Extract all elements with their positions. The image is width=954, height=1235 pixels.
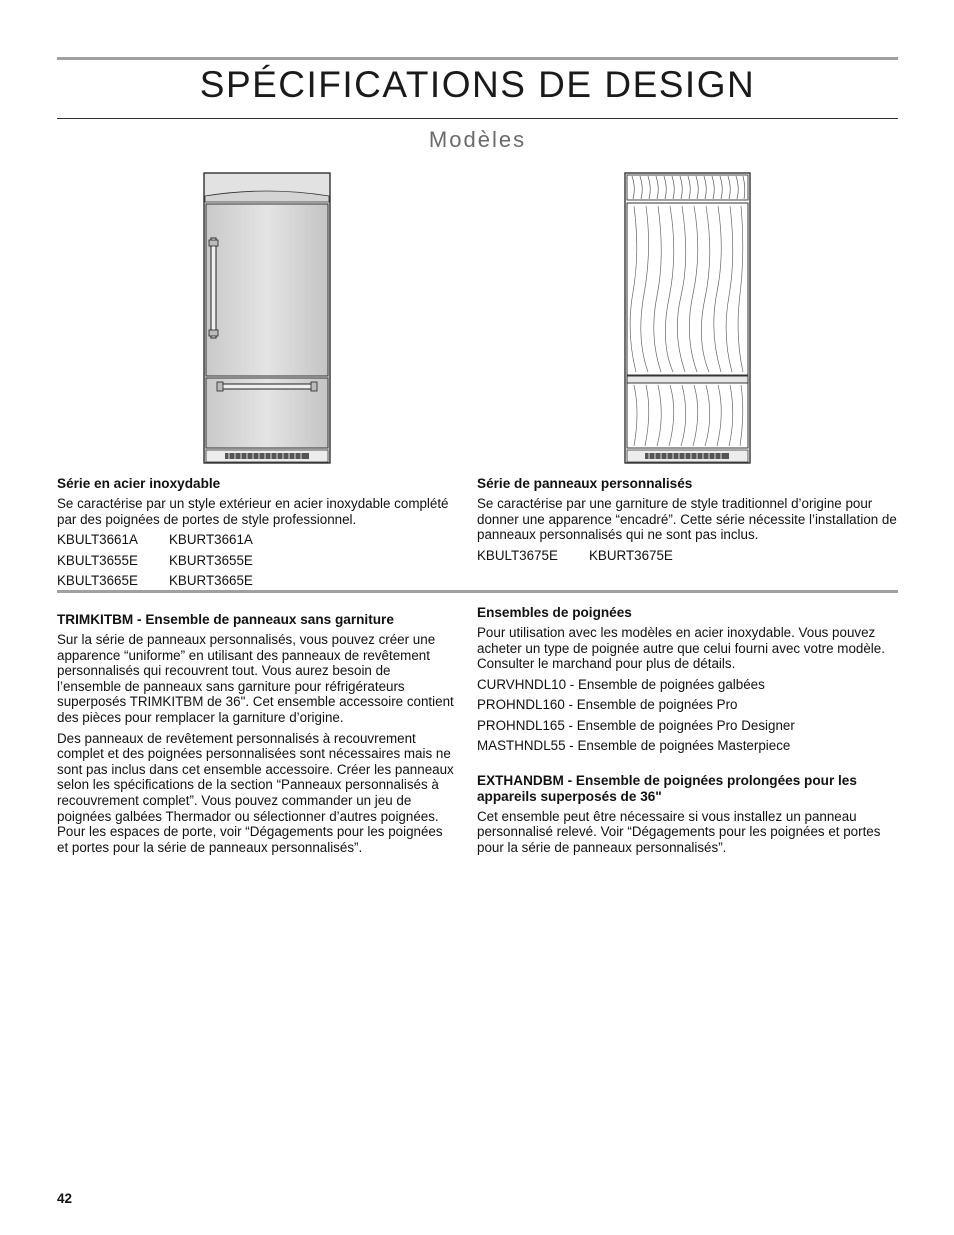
- model-number: KBULT3661A: [57, 532, 138, 548]
- trimkit-paragraph-1: Sur la série de panneaux personnalisés, vous pouvez créer une apparence “uniforme” en utilisant des panneaux de revêtement personnalisés qui recouvrent tout. Vous aurez besoin de l’ensemble de panneaux sans garniture pour réfrigérateurs superposés TRIMKITBM de 36". Cet ensemble accessoire contient des pièces pour remplacer la garniture d’origine.: [57, 632, 454, 725]
- model-number: KBULT3665E: [57, 573, 138, 589]
- trimkit-section: [57, 612, 457, 860]
- stainless-series-heading: Série en acier inoxydable: [57, 476, 221, 491]
- model-number: KBURT3655E: [169, 552, 253, 568]
- list-item: PROHNDL165 - Ensemble de poignées Pro Designer: [477, 717, 795, 733]
- panel-ready-refrigerator-illustration: [624, 172, 751, 466]
- extended-handle-description: Cet ensemble peut être nécessaire si vous installez un panneau personnalisé relevé. Voir “Dégagements pour les poignées et portes pour la série de panneaux personnalisés”.: [477, 808, 881, 855]
- extended-handle-heading: EXTHANDBM - Ensemble de poignées prolongées pour les appareils superposés de 36": [477, 772, 857, 804]
- custom-panel-model-list: [477, 548, 898, 569]
- list-item: PROHNDL160 - Ensemble de poignées Pro: [477, 697, 738, 713]
- trimkit-heading: TRIMKITBM - Ensemble de panneaux sans garniture: [57, 612, 394, 627]
- list-item: CURVHNDL10 - Ensemble de poignées galbées: [477, 676, 765, 692]
- section-subtitle: Modèles: [428, 127, 527, 152]
- handle-kits-description: Pour utilisation avec les modèles en acier inoxydable. Vous pouvez acheter un type de poignée autre que celui fourni avec votre modèle. Consulter le marchand pour plus de détails.: [477, 625, 885, 672]
- model-row: [57, 553, 462, 574]
- page-number: 42: [57, 1191, 73, 1206]
- stainless-model-list: [57, 532, 462, 594]
- model-number: KBURT3665E: [169, 573, 253, 589]
- model-number: KBULT3675E: [477, 547, 558, 563]
- page-title: SPÉCIFICATIONS DE DESIGN: [199, 64, 756, 105]
- custom-panel-series-heading: Série de panneaux personnalisés: [477, 476, 693, 491]
- custom-panel-series-description: Se caractérise par une garniture de style traditionnel d’origine pour donner une apparence “encadré”. Cette série nécessite l’installation de panneaux personnalisés qui ne sont pas inclus.: [477, 496, 897, 543]
- list-item: MASTHNDL55 - Ensemble de poignées Masterpiece: [477, 738, 791, 754]
- handle-kits-heading: Ensembles de poignées: [477, 605, 632, 620]
- handle-kits-section: [477, 605, 898, 759]
- title-rule: [57, 118, 898, 119]
- model-row: [477, 548, 898, 569]
- stainless-series-description: Se caractérise par un style extérieur en acier inoxydable complété par des poignées de portes de style professionnel.: [57, 496, 449, 527]
- section-rule: [57, 590, 898, 593]
- custom-panel-series-section: [477, 476, 898, 568]
- model-row: [57, 532, 462, 553]
- top-rule: [57, 57, 898, 60]
- model-number: KBULT3655E: [57, 552, 138, 568]
- stainless-refrigerator-illustration: [203, 172, 331, 466]
- stainless-series-section: [57, 476, 462, 594]
- model-number: KBURT3675E: [589, 547, 673, 563]
- model-number: KBURT3661A: [169, 532, 253, 548]
- trimkit-paragraph-2: Des panneaux de revêtement personnalisés à recouvrement complet et des poignées personnalisées sont nécessaires mais ne sont pas inclus dans cet ensemble accessoire. Créer les panneaux selon les spécifications de la section “Panneaux personnalisés à recouvrement complet”. Vous pouvez commander un jeu de poignées galbées Thermador ou sélectionner d’autres poignées. Pour les espaces de porte, voir “Dégagements pour les poignées et portes pour la série de panneaux personnalisés”.: [57, 730, 454, 855]
- handle-kits-column: [477, 605, 898, 870]
- extended-handle-section: [477, 773, 898, 856]
